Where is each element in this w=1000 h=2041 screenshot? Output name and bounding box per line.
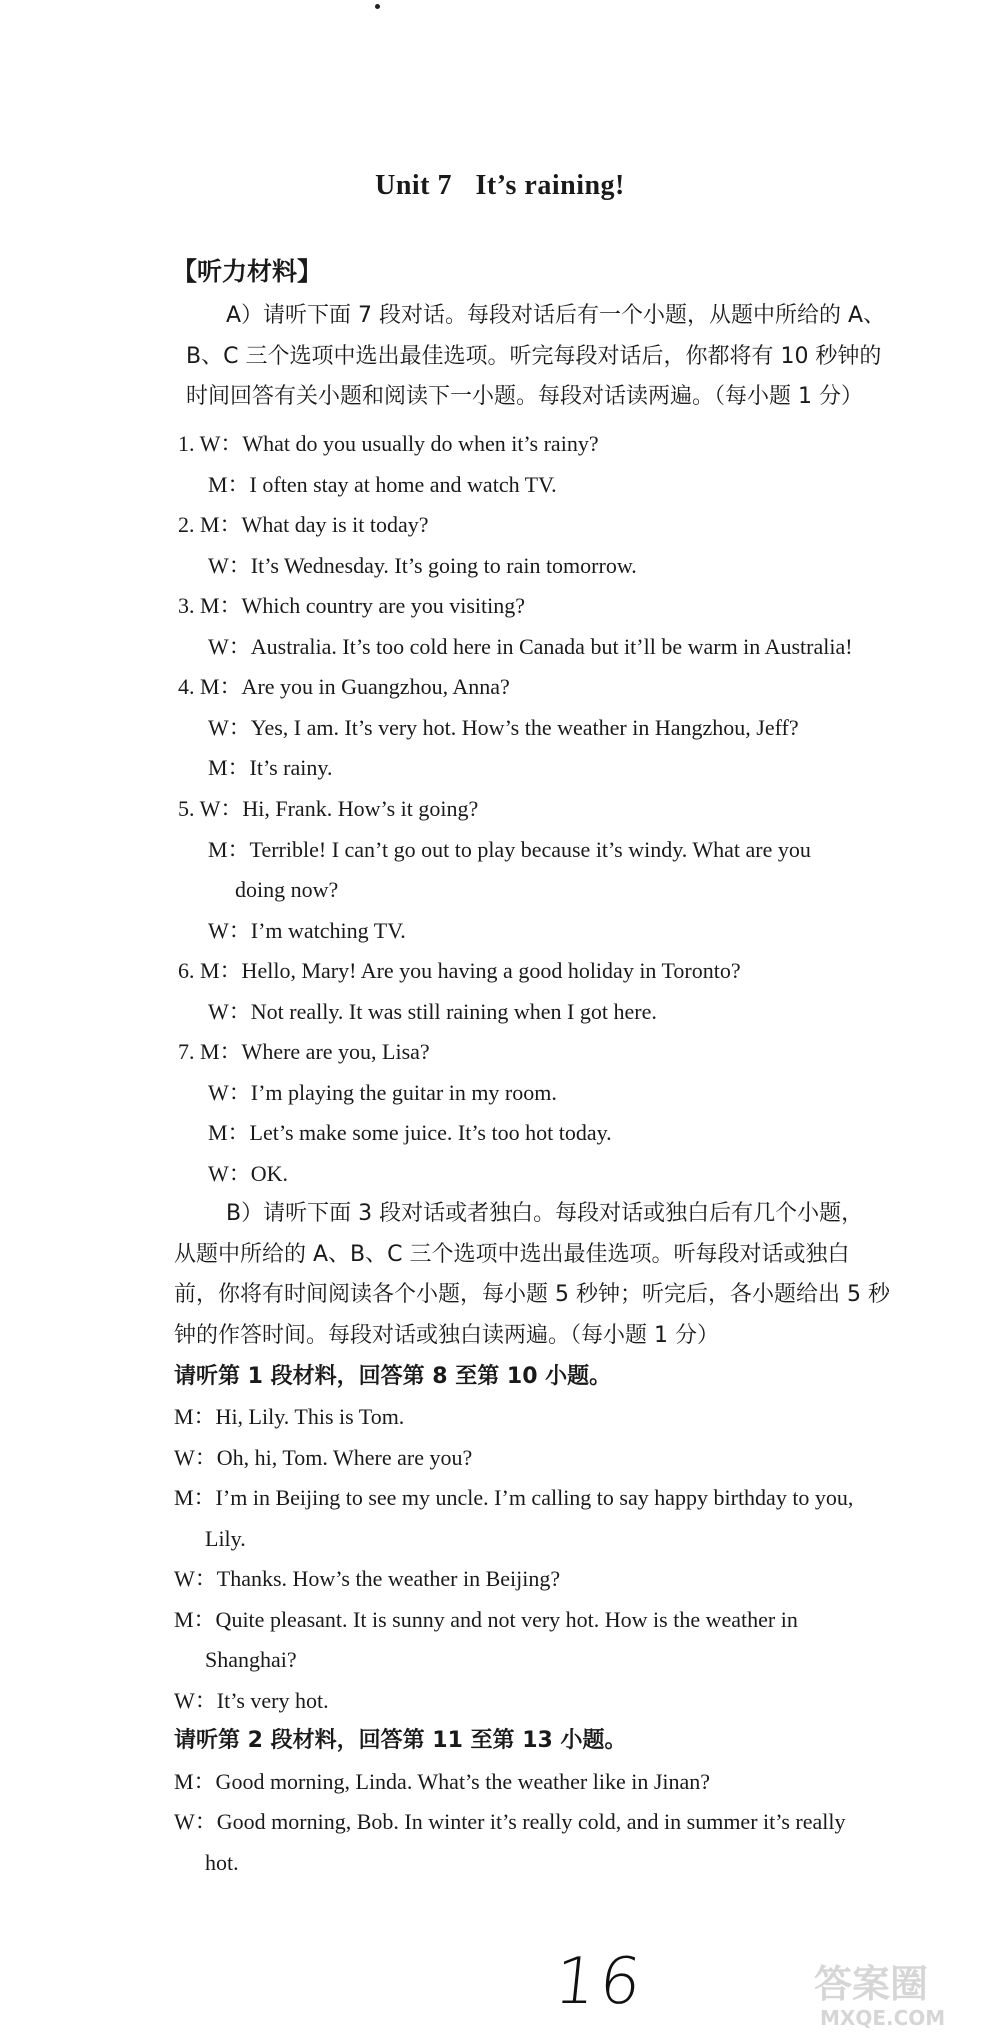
section-title: 【听力材料】	[172, 257, 323, 286]
dialogue-line: 1. W：What do you usually do when it’s rainy?	[178, 431, 599, 456]
title-text: It’s raining!	[475, 170, 625, 201]
dialogue-line: 4. M：Are you in Guangzhou, Anna?	[178, 674, 510, 699]
dialogue-line: W：Australia. It’s too cold here in Canada but it’ll be warm in Australia!	[208, 634, 853, 659]
dialogue-line: hot.	[205, 1850, 239, 1875]
dialogue-line: M：Good morning, Linda. What’s the weather like in Jinan?	[174, 1769, 711, 1794]
dialogue-line: Shanghai?	[205, 1647, 297, 1672]
dialogue-line: 5. W：Hi, Frank. How’s it going?	[178, 796, 479, 821]
instruction-line: 前，你将有时间阅读各个小题，每小题 5 秒钟；听完后，各小题给出 5 秒	[174, 1282, 890, 1307]
dialogue-line: M：I’m in Beijing to see my uncle. I’m calling to say happy birthday to you,	[174, 1485, 854, 1510]
dialogue-line: doing now?	[235, 877, 339, 902]
title-unit: Unit 7	[375, 170, 453, 201]
instruction-line: 时间回答有关小题和阅读下一小题。每段对话读两遍。（每小题 1 分）	[186, 384, 863, 409]
stray-dot	[375, 4, 380, 9]
dialogue-line: W：OK.	[208, 1161, 289, 1186]
watermark-url: MXQE.COM	[820, 2006, 946, 2030]
dialogue-line: M：I often stay at home and watch TV.	[208, 472, 557, 497]
dialogue-line: W：Good morning, Bob. In winter it’s really cold, and in summer it’s really	[174, 1809, 846, 1834]
page-number: 16	[551, 1945, 649, 2019]
dialogue-line: M：Hi, Lily. This is Tom.	[174, 1404, 405, 1429]
dialogue-line: M：Let’s make some juice. It’s too hot today.	[208, 1120, 612, 1145]
dialogue-line: W：Yes, I am. It’s very hot. How’s the weather in Hangzhou, Jeff?	[208, 715, 799, 740]
dialogue-line: W：It’s Wednesday. It’s going to rain tomorrow.	[208, 553, 637, 578]
instruction-line: B、C 三个选项中选出最佳选项。听完每段对话后，你都将有 10 秒钟的	[186, 344, 882, 369]
page-title	[0, 170, 1000, 202]
part1-heading: 请听第 1 段材料，回答第 8 至第 10 小题。	[174, 1364, 612, 1389]
dialogue-line: Lily.	[205, 1526, 246, 1551]
part2-heading: 请听第 2 段材料，回答第 11 至第 13 小题。	[174, 1728, 627, 1753]
dialogue-line: W：Oh, hi, Tom. Where are you?	[174, 1445, 473, 1470]
instruction-line: B）请听下面 3 段对话或者独白。每段对话或独白后有几个小题，	[226, 1201, 864, 1226]
dialogue-line: 7. M：Where are you, Lisa?	[178, 1039, 430, 1064]
dialogue-line: W：It’s very hot.	[174, 1688, 329, 1713]
dialogue-line: 3. M：Which country are you visiting?	[178, 593, 526, 618]
dialogue-line: 2. M：What day is it today?	[178, 512, 429, 537]
dialogue-line: M：Quite pleasant. It is sunny and not very hot. How is the weather in	[174, 1607, 798, 1632]
dialogue-line: W：Thanks. How’s the weather in Beijing?	[174, 1566, 561, 1591]
dialogue-line: W：I’m playing the guitar in my room.	[208, 1080, 557, 1105]
dialogue-line: W：I’m watching TV.	[208, 918, 406, 943]
instruction-line: 钟的作答时间。每段对话或独白读两遍。（每小题 1 分）	[174, 1323, 719, 1348]
instruction-line: 从题中所给的 A、B、C 三个选项中选出最佳选项。听每段对话或独白	[174, 1242, 850, 1267]
dialogue-line: W：Not really. It was still raining when I got here.	[208, 999, 657, 1024]
instruction-line: A）请听下面 7 段对话。每段对话后有一个小题，从题中所给的 A、	[226, 303, 886, 328]
watermark-logo	[806, 1953, 986, 2033]
dialogue-line: M：It’s rainy.	[208, 755, 333, 780]
dialogue-line: M：Terrible! I can’t go out to play because it’s windy. What are you	[208, 837, 811, 862]
watermark-brand: 答案圈	[814, 1962, 929, 2006]
dialogue-line: 6. M：Hello, Mary! Are you having a good holiday in Toronto?	[178, 958, 741, 983]
